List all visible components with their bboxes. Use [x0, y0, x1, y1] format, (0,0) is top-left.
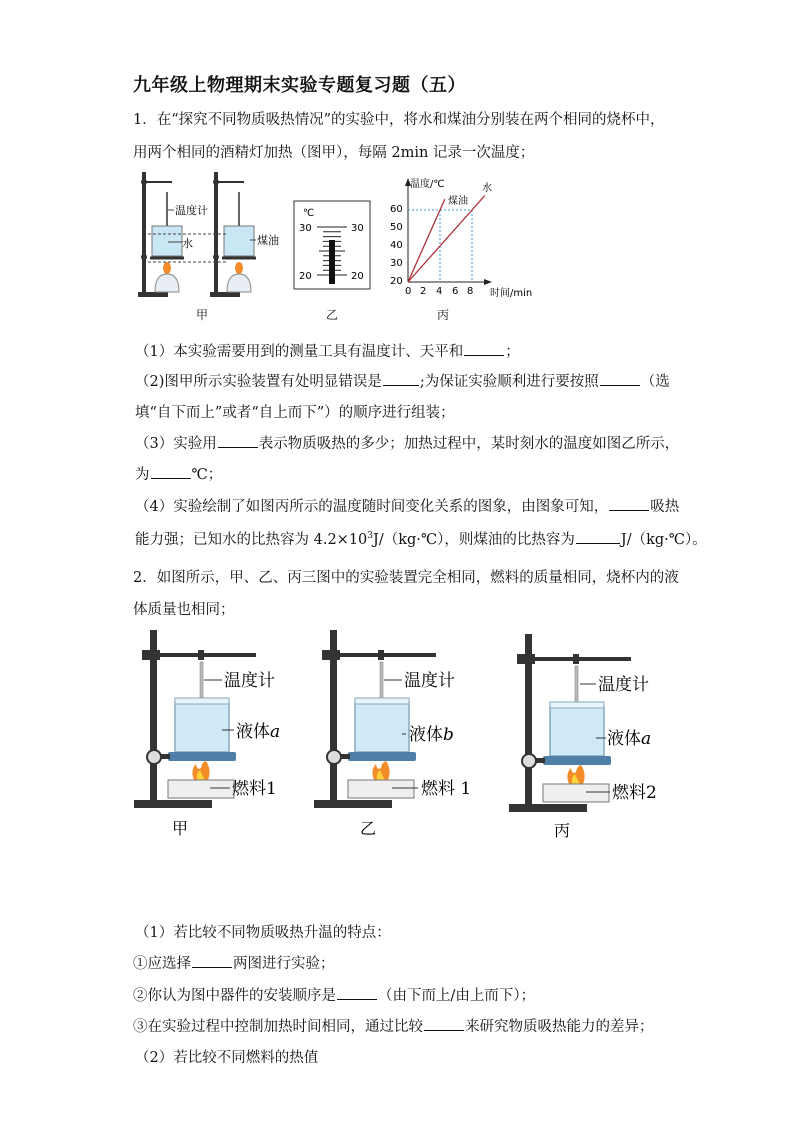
- chart-ylabel: 温度/℃: [410, 179, 445, 190]
- tick-30-right: 30: [351, 223, 364, 234]
- ytick-60: 60: [390, 204, 403, 215]
- answer-blank-2a[interactable]: [383, 371, 419, 386]
- q2-step2: ②你认为图中器件的安装顺序是 （由下而上/由上而下）；: [133, 984, 535, 1005]
- thermo-unit: ℃: [303, 208, 315, 219]
- q2-intro-line1: 2．如图所示，甲、乙、丙三图中的实验装置完全相同，燃料的质量相同，烧杯内的液: [133, 570, 679, 586]
- tick-20-right: 20: [351, 271, 364, 282]
- figure-jia: [130, 170, 290, 300]
- stand-rod: [142, 172, 146, 292]
- xtick-6: 6: [452, 286, 459, 297]
- beaker-water: [152, 226, 182, 256]
- mercury-column: [329, 240, 335, 284]
- answer-blank-3b[interactable]: [151, 464, 191, 479]
- caption-jia: 甲: [196, 308, 209, 322]
- ytick-40: 40: [390, 240, 403, 251]
- setup-yi-fuel-label: 燃料 1: [421, 779, 472, 799]
- setup-yi-caption: 乙: [360, 819, 377, 838]
- q2-step3: ③在实验过程中控制加热时间相同，通过比较 来研究物质吸热能力的差异；: [133, 1015, 654, 1036]
- q2-part1: （1）若比较不同物质吸热升温的特点：: [135, 925, 391, 941]
- setup-yi-thermometer-label: 温度计: [404, 671, 455, 691]
- label-oil: 煤油: [257, 234, 279, 247]
- label-thermometer: 温度计: [175, 204, 208, 217]
- caption-bing: 丙: [437, 308, 450, 322]
- q2-intro-line2: 体质量也相同；: [133, 602, 235, 618]
- series-line-water: [408, 196, 485, 282]
- figure-yi: [293, 200, 373, 292]
- q1-part4-line2: 能力强；已知水的比热容为 $4.2\times 10^3J/(kg\cdot℃)$，则煤油的比热容为 J/（kg·℃）。: [135, 528, 707, 549]
- xtick-8: 8: [467, 286, 474, 297]
- answer-blank-q2-1[interactable]: [192, 953, 232, 968]
- page-title: 九年级上物理期末实验专题复习题（五）: [133, 75, 466, 96]
- answer-blank-q2-2[interactable]: [337, 985, 377, 1000]
- answer-blank-1[interactable]: [464, 341, 504, 356]
- answer-blank-4a[interactable]: [609, 496, 649, 511]
- alcohol-lamp: [155, 274, 179, 292]
- series-line-oil: [408, 199, 445, 282]
- q1-intro-line2: 用两个相同的酒精灯加热（图甲），每隔 2min 记录一次温度；: [133, 145, 535, 161]
- setup-bing-caption: 丙: [554, 821, 571, 840]
- flame-icon: [163, 262, 171, 274]
- q1-part2: （2)图甲所示实验装置有处明显错误是 ;为保证实验顺利进行要按照 （选: [135, 370, 670, 391]
- q2-step1: ①应选择 两图进行实验；: [133, 952, 335, 973]
- setup-jia-fuel-label: 燃料1: [232, 779, 277, 799]
- setup-bing-fuel-label: 燃料2: [612, 783, 657, 803]
- answer-blank-3a[interactable]: [218, 433, 258, 448]
- chart-xlabel: 时间/min: [490, 288, 533, 299]
- answer-blank-2b[interactable]: [600, 371, 640, 386]
- tick-30-left: 30: [299, 223, 312, 234]
- xtick-0: 0: [405, 286, 412, 297]
- setup-jia-thermometer-label: 温度计: [224, 671, 275, 691]
- setup-yi-liquid-label: 液体b: [409, 725, 454, 745]
- tick-20-left: 20: [299, 271, 312, 282]
- q1-part3-line2: 为 ℃；: [135, 463, 222, 484]
- ytick-30: 30: [390, 258, 403, 269]
- label-water: 水: [182, 237, 193, 250]
- q1-part1: （1）本实验需要用到的测量工具有温度计、天平和 ；: [135, 340, 520, 361]
- ytick-20: 20: [390, 276, 403, 287]
- setup-yi: [314, 630, 436, 808]
- q1-part3: （3）实验用 表示物质吸热的多少；加热过程中，某时刻水的温度如图乙所示，: [135, 432, 679, 453]
- setup-jia-liquid-label: 液体a: [236, 722, 281, 742]
- stand-base: [138, 292, 168, 297]
- series-label-oil: 煤油: [448, 196, 468, 207]
- beaker-oil: [224, 226, 254, 256]
- series-label-water: 水: [482, 183, 492, 194]
- q1-part4: （4）实验绘制了如图丙所示的温度随时间变化关系的图象，由图象可知， 吸热: [135, 495, 679, 516]
- answer-blank-q2-3[interactable]: [424, 1016, 464, 1031]
- setup-bing-liquid-label: 液体a: [607, 729, 652, 749]
- setup-bing-thermometer-label: 温度计: [598, 675, 649, 695]
- xtick-2: 2: [420, 286, 427, 297]
- q2-part2: （2）若比较不同燃料的热值: [135, 1050, 319, 1066]
- answer-blank-4b[interactable]: [576, 529, 620, 544]
- caption-yi: 乙: [326, 308, 339, 322]
- setup-jia-caption: 甲: [172, 819, 189, 838]
- ytick-50: 50: [390, 222, 403, 233]
- q1-part2-line2: 填“自下而上”或者“自上而下”）的顺序进行组装；: [135, 405, 455, 421]
- q1-intro-line1: 1．在“探究不同物质吸热情况”的实验中，将水和煤油分别装在两个相同的烧杯中，: [133, 112, 665, 128]
- figure-q2-setups: [130, 630, 660, 845]
- figure-bing-chart: [390, 174, 550, 299]
- xtick-4: 4: [436, 286, 443, 297]
